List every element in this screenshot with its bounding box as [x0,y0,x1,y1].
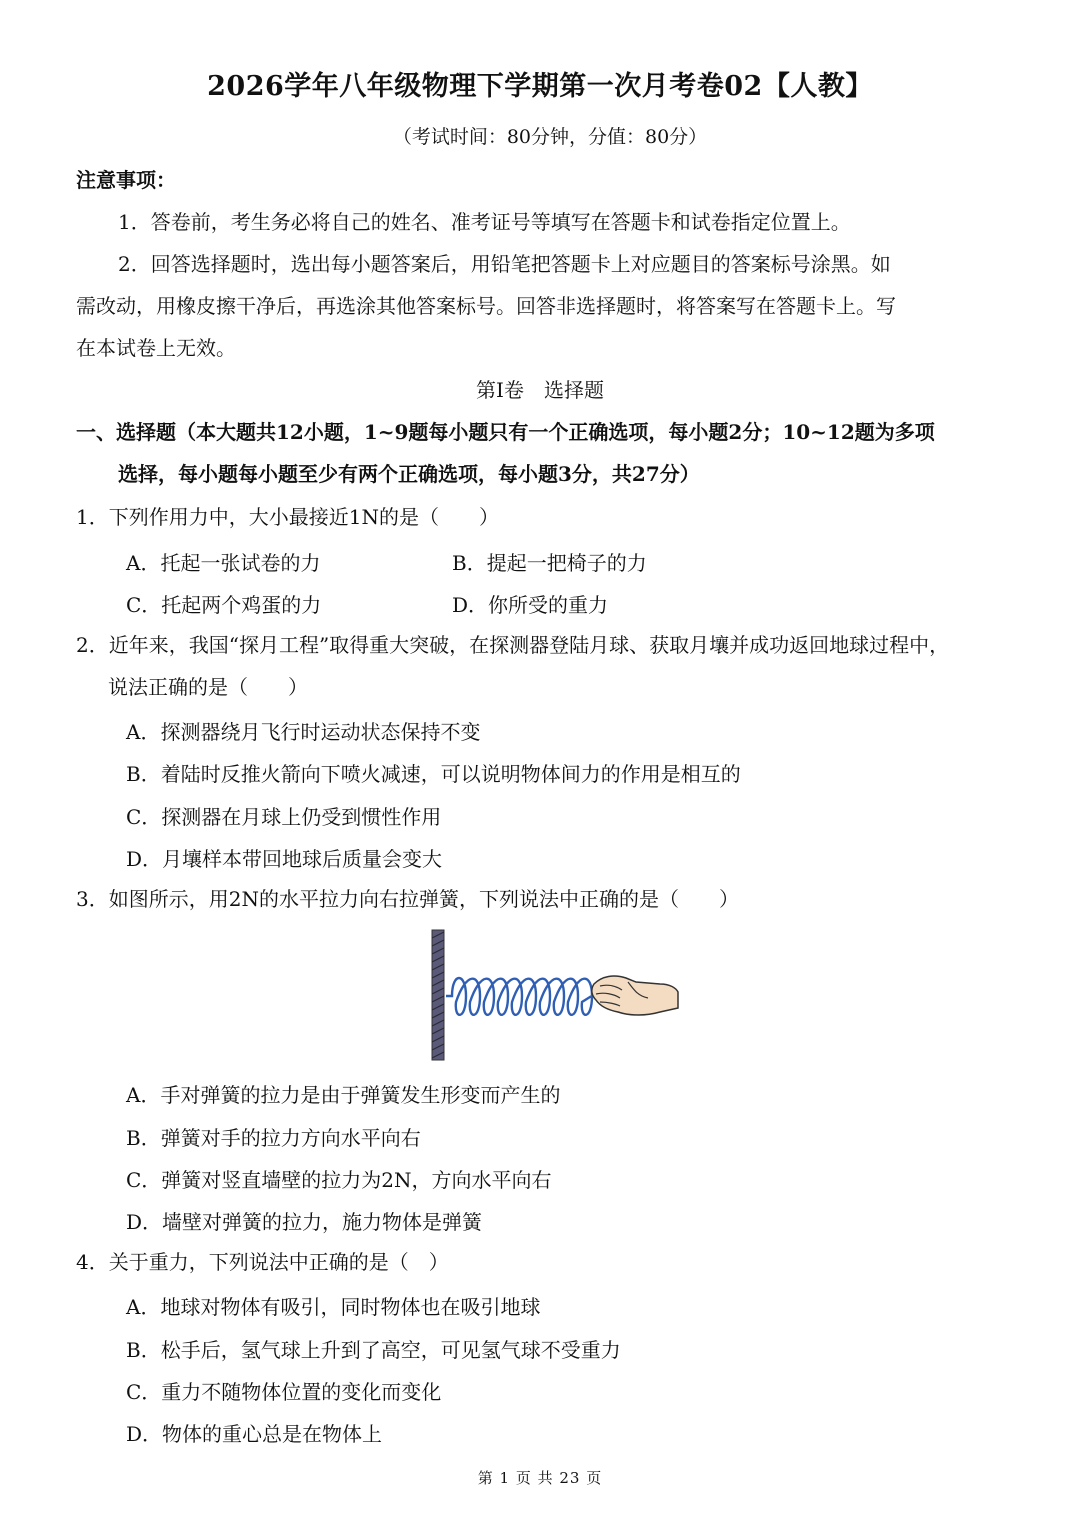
wall [432,930,444,1060]
page-footer: 第 1 页 共 23 页 [477,1469,603,1487]
question-2-stem-line-2: 说法正确的是（ ） [108,675,308,699]
section-heading-line-1: 一、选择题（本大题共12小题，1~9题每小题只有一个正确选项，每小题2分；10~12题为多项 [76,420,935,444]
question-2-option-a[interactable]: A．探测器绕月飞行时运动状态保持不变 [126,720,481,744]
question-1-option-c[interactable]: C．托起两个鸡蛋的力 [126,593,322,617]
question-2-option-b[interactable]: B．着陆时反推火箭向下喷火减速，可以说明物体间力的作用是相互的 [126,762,741,786]
question-2-option-c[interactable]: C．探测器在月球上仍受到惯性作用 [126,805,442,829]
question-4-option-d[interactable]: D．物体的重心总是在物体上 [126,1422,383,1446]
question-4-option-c[interactable]: C．重力不随物体位置的变化而变化 [126,1380,442,1404]
question-3-option-d[interactable]: D．墙壁对弹簧的拉力，施力物体是弹簧 [126,1210,483,1234]
notice-item-2-line-1: 2．回答选择题时，选出每小题答案后，用铅笔把答题卡上对应题目的答案标号涂黑。如 [118,252,891,276]
question-4-stem: 4．关于重力，下列说法中正确的是（ ） [76,1250,449,1274]
question-2-option-d[interactable]: D．月壤样本带回地球后质量会变大 [126,847,443,871]
notice-item-2-line-3: 在本试卷上无效。 [76,336,236,360]
notice-item-2-line-2: 需改动，用橡皮擦干净后，再选涂其他答案标号。回答非选择题时，将答案写在答题卡上。写 [76,294,896,318]
question-1-option-b[interactable]: B．提起一把椅子的力 [452,551,647,575]
spring-figure [424,926,684,1066]
question-3-stem: 3．如图所示，用2N的水平拉力向右拉弹簧，下列说法中正确的是（ ） [76,887,739,911]
exam-info: （考试时间：80分钟，分值：80分） [392,126,708,148]
question-3-option-a[interactable]: A．手对弹簧的拉力是由于弹簧发生形变而产生的 [126,1083,561,1107]
question-3-option-c[interactable]: C．弹簧对竖直墙壁的拉力为2N，方向水平向右 [126,1168,552,1192]
volume-title: 第Ⅰ卷 选择题 [476,378,604,402]
question-4-option-b[interactable]: B．松手后，氢气球上升到了高空，可见氢气球不受重力 [126,1338,621,1362]
notice-heading: 注意事项： [76,168,176,192]
notice-item-1: 1．答卷前，考生务必将自己的姓名、准考证号等填写在答题卡和试卷指定位置上。 [118,210,851,234]
question-1-stem: 1．下列作用力中，大小最接近1N的是（ ） [76,505,499,529]
section-heading-line-2: 选择，每小题每小题至少有两个正确选项，每小题3分，共27分） [118,462,700,486]
question-3-option-b[interactable]: B．弹簧对手的拉力方向水平向右 [126,1126,421,1150]
question-4-option-a[interactable]: A．地球对物体有吸引，同时物体也在吸引地球 [126,1295,541,1319]
question-1-option-d[interactable]: D．你所受的重力 [452,593,609,617]
question-1-option-a[interactable]: A．托起一张试卷的力 [126,551,321,575]
page-title: 2026学年八年级物理下学期第一次月考卷02【人教】 [207,71,873,102]
spring-coil [446,978,598,1015]
question-2-stem-line-1: 2．近年来，我国“探月工程”取得重大突破，在探测器登陆月球、获取月壤并成功返回地球过程中， [76,633,950,657]
hand-icon [592,976,678,1015]
